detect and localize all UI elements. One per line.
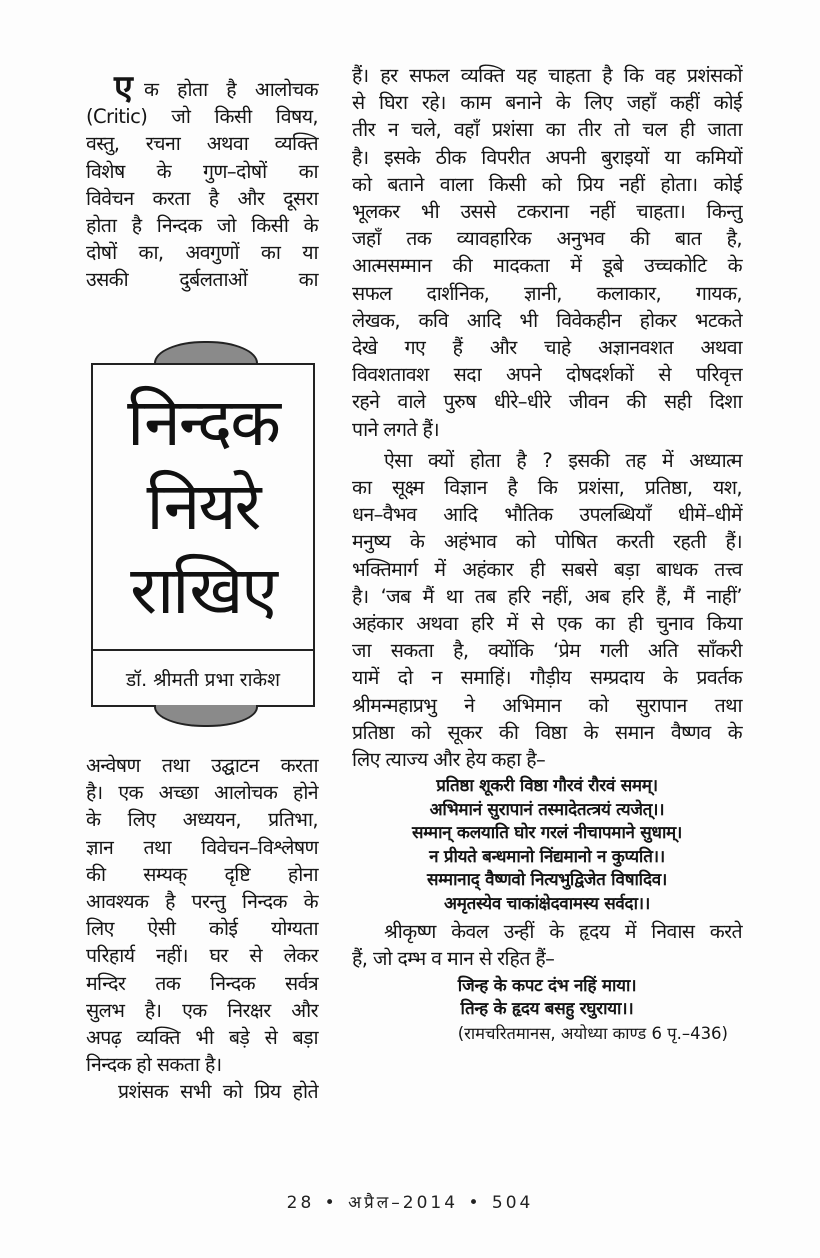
text-line: विवशतावश सदा अपने दोषदर्शकों से परिवृत्त [352, 363, 742, 387]
text-line: वस्तु, रचना अथवा व्यक्ति [86, 132, 318, 156]
text-line: प्रशंसक सभी को प्रिय होते [118, 1080, 318, 1104]
text-line: ऐसा क्यों होता है ? इसकी तह में अध्यात्म [384, 448, 742, 472]
paragraph-1 [352, 62, 742, 443]
text-line: विशेष के गुण–दोषों का [86, 159, 318, 183]
text-line: मनुष्य के अहंभाव को पोषित करती रहती हैं। [352, 530, 742, 554]
text-line: है। एक अच्छा आलोचक होने [86, 781, 318, 805]
text-line: है। ‘जब मैं था तब हरि नहीं, अब हरि हैं, मैं नाहीं’ [352, 584, 742, 608]
text-line: जा सकता है, क्योंकि ‘प्रेम गली अति साँकरी [352, 639, 742, 663]
verse-line: अभिमानं सुरापानं तस्मादेतत्त्रयं त्यजेत्।। [429, 799, 665, 820]
text-line: विवेचन करता है और दूसरा [86, 186, 318, 210]
text-line: देखे गए हैं और चाहे अज्ञानवशत अथवा [352, 336, 742, 360]
article-first-line: ए क होता है आलोचक [114, 68, 318, 108]
text-line: का सूक्ष्म विज्ञान है कि प्रशंसा, प्रतिष्ठा, यश, [352, 476, 742, 500]
article-title: निन्दक नियरे राखिए [127, 384, 279, 629]
text-line: उसकी दुर्बलताओं का [86, 268, 318, 292]
text-line: श्रीकृष्ण केवल उन्हीं के हृदय में निवास करते [384, 920, 742, 944]
bullet-separator: • [468, 1193, 482, 1213]
title-box [91, 363, 315, 707]
hindi-verse [352, 975, 742, 1022]
decorative-dome-bottom [154, 705, 258, 727]
title-panel [91, 341, 315, 741]
text-line: हैं, जो दम्भ व मान से रहित हैं– [352, 947, 555, 971]
text-line: भूलकर भी उससे टकराना नहीं चाहता। किन्तु [352, 200, 742, 224]
verse-line: तिन्ह के हृदय बसहु रघुराया।। [460, 999, 634, 1020]
right-column [352, 62, 742, 1046]
text-line: भक्तिमार्ग में अहंकार ही सबसे बड़ा बाधक तत्त्व [352, 557, 742, 581]
verse-line: अमृतस्येव चाकांक्षेदवामस्य सर्वदा।। [444, 893, 650, 914]
left-column-top [86, 68, 318, 294]
text-line: लिए ऐसी कोई योग्यता [86, 917, 318, 941]
issue-number: 504 [491, 1193, 534, 1213]
verse-line: सम्मानाद् वैष्णवो नित्यभुद्विजेत विषादिव। [426, 870, 668, 891]
page-number: 28 [286, 1193, 315, 1213]
citation: (रामचरितमानस, अयोध्या काण्ड 6 पृ.–436) [457, 1023, 728, 1043]
text-line: पाने लगते हैं। [352, 417, 440, 441]
text-line: (Critic) जो किसी विषय, [86, 105, 318, 129]
author-byline: डॉ. श्रीमती प्रभा राकेश [93, 649, 313, 707]
text-line: परिहार्य नहीं। घर से लेकर [86, 944, 318, 968]
bullet-separator: • [324, 1193, 338, 1213]
text-line: सफल दार्शनिक, ज्ञानी, कलाकार, गायक, [352, 281, 742, 305]
sanskrit-verse [352, 775, 742, 916]
paragraph-2 [352, 447, 742, 773]
text-line: आत्मसम्मान की मादकता में डूबे उच्चकोटि के [352, 254, 742, 278]
text-line: अहंकार अथवा हरि में से एक का ही चुनाव किया [352, 612, 742, 636]
text-line: हैं। हर सफल व्यक्ति यह चाहता है कि वह प्रशंसकों [352, 64, 742, 87]
text-line: के लिए अध्ययन, प्रतिभा, [86, 808, 318, 832]
text-line: तीर न चले, वहाँ प्रशंसा का तीर तो चल ही जाता [352, 118, 742, 142]
verse-line: सम्मान् कलयाति घोर गरलं नीचापमाने सुधाम्। [411, 823, 683, 844]
decorative-dome-top [154, 341, 258, 365]
issue-date: अप्रैल–2014 [348, 1193, 459, 1213]
text-line: है। इसके ठीक विपरीत अपनी बुराइयों या कमियों [352, 145, 742, 169]
text-line: मन्दिर तक निन्दक सर्वत्र [86, 971, 318, 995]
text-line: सुलभ है। एक निरक्षर और [86, 998, 318, 1022]
text-line: निन्दक हो सकता है। [86, 1053, 222, 1077]
text-line: को बताने वाला किसी को प्रिय नहीं होता। कोई [352, 172, 742, 196]
text-line: होता है निन्दक जो किसी के [86, 214, 318, 238]
verse-line: न प्रीयते बन्धमानो निंद्यमानो न कुप्यति।। [429, 846, 665, 867]
text-line: अन्वेषण तथा उद्घाटन करता [86, 754, 318, 777]
verse-line: जिन्ह के कपट दंभ नहिं माया। [457, 975, 637, 996]
text-line: जहाँ तक व्यावहारिक अनुभव की बात है, [352, 227, 742, 251]
text-line: ज्ञान तथा विवेचन–विश्लेषण [86, 835, 318, 859]
text-line: यामें दो न समाहिं। गौड़ीय सम्प्रदाय के प्रवर्तक [352, 666, 742, 690]
text-line: लिए त्याज्य और हेय कहा है– [352, 748, 546, 772]
text-line: आवश्यक है परन्तु निन्दक के [86, 890, 318, 914]
page-footer [0, 1190, 820, 1213]
text-line: अपढ़ व्यक्ति भी बड़े से बड़ा [86, 1026, 318, 1050]
left-column-bottom [86, 752, 318, 1106]
text-line: श्रीमन्महाप्रभु ने अभिमान को सुरापान तथा [352, 693, 742, 717]
drop-cap: ए [114, 68, 133, 108]
text-line: लेखक, कवि आदि भी विवेकहीन होकर भटकते [352, 308, 742, 332]
text-line: प्रतिष्ठा को सूकर की विष्ठा के समान वैष्णव के [352, 720, 742, 744]
text-line: दोषों का, अवगुणों का या [86, 241, 318, 265]
text-line: की सम्यक् दृष्टि होना [86, 862, 318, 886]
text-line: धन–वैभव आदि भौतिक उपलब्धियाँ धीमें–धीमें [352, 503, 742, 527]
paragraph-3 [352, 918, 742, 972]
text-line: रहने वाले पुरुष धीरे–धीरे जीवन की सही दिशा [352, 390, 742, 414]
verse-line: प्रतिष्ठा शूकरी विष्ठा गौरवं रौरवं समम्। [436, 776, 658, 797]
text-line: से घिरा रहे। काम बनाने के लिए जहाँ कहीं कोई [352, 91, 742, 115]
